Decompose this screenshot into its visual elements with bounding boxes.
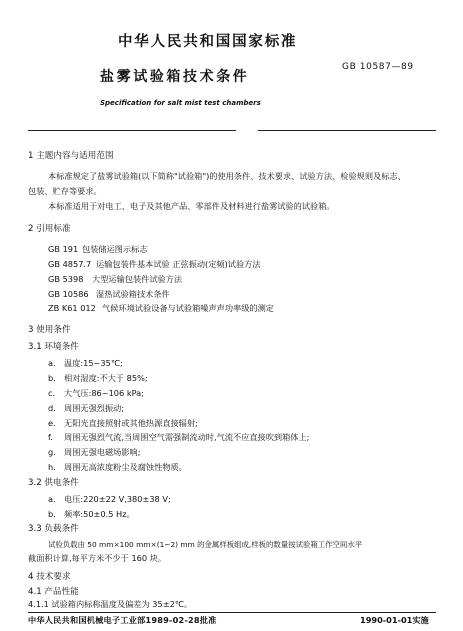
- reference-title: 湿热试验箱技术条件: [96, 289, 170, 299]
- section-3-1-heading: 3.1 环境条件: [28, 342, 79, 352]
- list-item-label: c.: [48, 388, 56, 398]
- section-3-2-heading: 3.2 供电条件: [28, 478, 79, 488]
- page-title: 盐雾试验箱技术条件: [100, 69, 250, 85]
- section-2-heading: 2 引用标准: [28, 224, 71, 234]
- reference-title: 包装储运图示标志: [82, 244, 148, 254]
- list-item-text: 大气压:86~106 kPa;: [64, 388, 144, 398]
- reference-code: GB 4857.7: [48, 259, 92, 269]
- reference-code: GB 10586: [48, 289, 89, 299]
- list-item-label: b.: [48, 373, 56, 383]
- reference-title: 大型运输包装件试验方法: [92, 274, 183, 284]
- list-item-text: 周围无强烈振动;: [64, 403, 125, 413]
- list-item-label: g.: [48, 447, 56, 457]
- list-item-text: 相对湿度:不大于 85%;: [64, 373, 148, 383]
- standard-code: GB 10587—89: [342, 62, 414, 72]
- reference-code: GB 5398: [48, 274, 84, 284]
- list-item-label: b.: [48, 509, 56, 519]
- reference-code: GB 191: [48, 244, 79, 254]
- list-item-text: 温度:15~35℃;: [64, 358, 123, 368]
- list-item-text: 周围无强烈气流,当周围空气需强制流动时,气流不应直接吹到箱体上;: [64, 432, 310, 442]
- list-item-text: 周围无高浓度粉尘及腐蚀性物质。: [64, 462, 187, 472]
- list-item-label: h.: [48, 462, 56, 472]
- header-rule-right: [258, 130, 436, 131]
- list-item-text: 无阳光直接照射或其他热源直接辐射;: [64, 418, 198, 428]
- section-1-paragraph-2: 本标准适用于对电工、电子及其他产品、零部件及材料进行盐雾试验的试验箱。: [48, 201, 335, 211]
- implementation-date: 1990-01-01实施: [360, 615, 429, 625]
- reference-title: 运输包装件基本试验 正弦振动(定频)试验方法: [96, 259, 261, 269]
- section-1-paragraph-line2: 包装、贮存等要求。: [28, 186, 102, 196]
- list-item-label: e.: [48, 418, 56, 428]
- list-item-text: 频率:50±0.5 Hz。: [64, 509, 135, 519]
- section-4-heading: 4 技术要求: [28, 572, 71, 582]
- national-standard-heading: 中华人民共和国国家标准: [118, 34, 298, 50]
- footer-rule: [28, 612, 436, 613]
- english-title: Specification for salt mist test chambers: [100, 99, 261, 107]
- reference-title: 气候环境试验设备与试验箱噪声声功率级的测定: [102, 303, 274, 313]
- section-4-1-heading: 4.1 产品性能: [28, 587, 79, 597]
- approval-note: 中华人民共和国机械电子工业部1989-02-28批准: [28, 615, 217, 625]
- list-item-text: 周围无强电磁场影响;: [64, 447, 141, 457]
- section-3-3-line1: 试验负载由 50 mm×100 mm×(1~2) mm 的金属样板组成,样板的数量按试验箱工作空间水平: [48, 540, 363, 549]
- section-4-1-1: 4.1.1 试验箱内标称温度及偏差为 35±2℃。: [28, 599, 193, 609]
- list-item-label: d.: [48, 403, 56, 413]
- section-3-heading: 3 使用条件: [28, 325, 71, 335]
- section-3-3-line2: 截面积计算,每平方米不少于 160 块。: [28, 553, 167, 563]
- list-item-label: f.: [48, 432, 53, 442]
- header-rule-left: [28, 130, 236, 131]
- section-3-3-heading: 3.3 负载条件: [28, 524, 79, 534]
- list-item-label: a.: [48, 358, 56, 368]
- reference-code: ZB K61 012: [48, 303, 96, 313]
- section-1-paragraph-line1: 本标准规定了盐雾试验箱(以下简称"试验箱")的使用条件、技术要求、试验方法、检验规则及标志、: [48, 171, 406, 181]
- section-1-heading: 1 主题内容与适用范围: [28, 151, 114, 161]
- list-item-text: 电压:220±22 V,380±38 V;: [64, 494, 171, 504]
- list-item-label: a.: [48, 494, 56, 504]
